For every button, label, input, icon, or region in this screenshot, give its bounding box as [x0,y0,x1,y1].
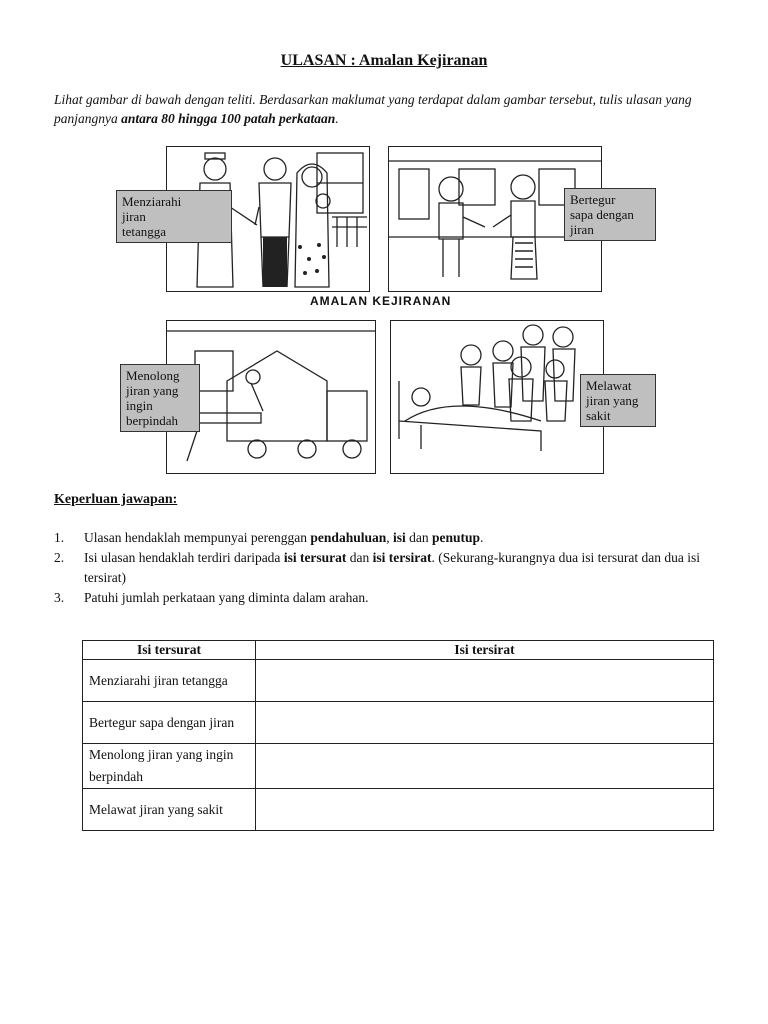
requirements-heading: Keperluan jawapan: [54,492,178,507]
table-header-row [83,641,714,660]
instruction-part2: . [335,111,339,126]
cell-tersurat: Menziarahi jiran tetangga [83,660,256,702]
caption-visiting-sick: Melawat jiran yang sakit [580,374,656,427]
requirements-list [54,528,714,608]
requirement-text: . [480,530,484,545]
requirement-text: Isi ulasan hendaklah terdiri daripada [84,550,284,565]
instruction-text [54,90,714,128]
requirement-number: 3. [54,590,65,605]
requirement-bold-term: isi tersirat [372,550,432,565]
illustration-area [122,142,639,474]
requirement-item [54,528,714,548]
requirement-text: dan [346,550,373,565]
header-isi-tersirat: Isi tersirat [256,641,714,660]
requirement-text: Patuhi jumlah perkataan yang diminta dalam arahan. [84,590,369,605]
cell-tersirat[interactable] [256,744,714,789]
table-row [83,744,714,789]
cell-tersirat[interactable] [256,789,714,831]
cell-tersirat[interactable] [256,702,714,744]
visiting-sick-drawing [391,321,603,473]
caption-greeting-neighbours: Bertegur sapa dengan jiran [564,188,656,241]
requirement-number: 2. [54,550,65,565]
caption-helping-move: Menolong jiran yang ingin berpindah [120,364,200,432]
answer-table [82,640,714,831]
panel-visiting-sick [390,320,604,474]
header-isi-tersurat: Isi tersurat [83,641,256,660]
requirement-bold-term: penutup [432,530,481,545]
requirement-bold-term: isi tersurat [283,550,347,565]
requirement-number: 1. [54,530,65,545]
requirement-text: . (Sekurang-kurangnya dua isi tersurat dan dua isi tersirat) [84,550,700,585]
requirement-bold-term: isi [392,530,406,545]
instruction-part1: Lihat gambar di bawah dengan teliti. Berdasarkan maklumat yang terdapat dalam gambar tersebut, tulis ulasan yang panjangnya [54,92,692,126]
table-row [83,702,714,744]
cell-tersurat: Menolong jiran yang ingin berpindah [83,744,256,789]
requirement-item [54,548,714,588]
requirement-text: dan [405,530,432,545]
cell-tersurat: Melawat jiran yang sakit [83,789,256,831]
requirement-item [54,588,714,608]
cell-tersurat: Bertegur sapa dengan jiran [83,702,256,744]
caption-visiting-neighbours: Menziarahi jiran tetangga [116,190,232,243]
page-title: ULASAN : Amalan Kejiranan [280,52,488,69]
table-row [83,789,714,831]
illustration-title: AMALAN KEJIRANAN [310,294,452,308]
requirement-text: , [386,530,393,545]
cell-tersirat[interactable] [256,660,714,702]
table-row [83,660,714,702]
requirement-text: Ulasan hendaklah mempunyai perenggan [84,530,311,545]
requirement-bold-term: pendahuluan [310,530,387,545]
instruction-word-range: antara 80 hingga 100 patah perkataan [121,111,336,126]
